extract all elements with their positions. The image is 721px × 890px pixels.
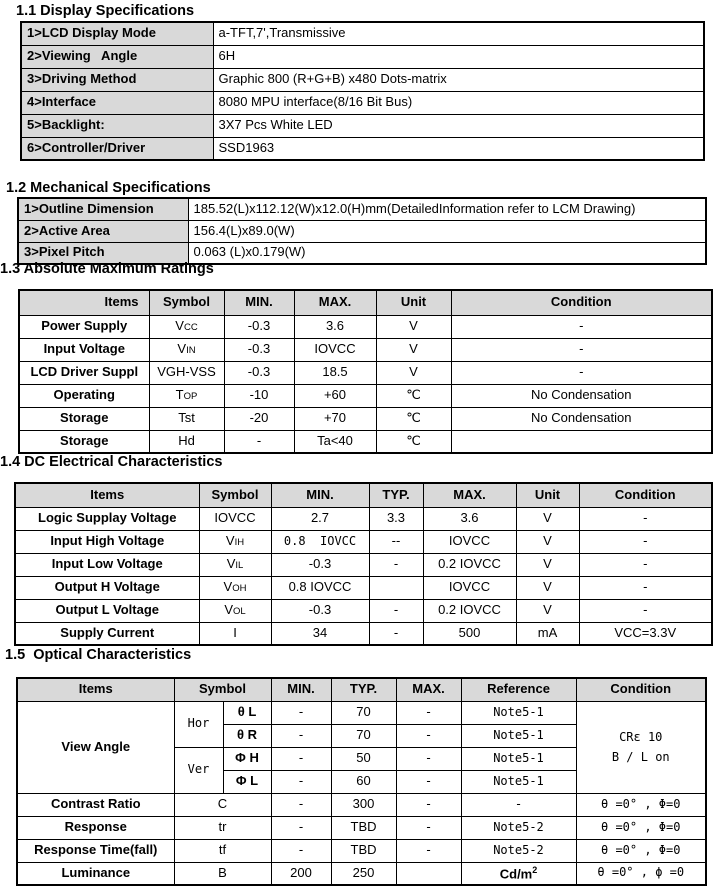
table-header-row bbox=[19, 290, 712, 315]
spec-label: 3>Pixel Pitch bbox=[18, 242, 188, 264]
symbol-base: T bbox=[175, 387, 184, 403]
symbol-subscript: IN bbox=[186, 345, 196, 357]
typ-cell: - bbox=[369, 622, 423, 645]
symbol-cell: tf bbox=[174, 839, 271, 862]
symbol-cell bbox=[149, 430, 224, 453]
condition-cell: θ =0° , Φ=0 bbox=[576, 793, 706, 816]
spec-label: 2>Active Area bbox=[18, 220, 188, 242]
table-row bbox=[21, 114, 704, 137]
symbol-cell: Φ L bbox=[223, 770, 271, 793]
item-cell: Output H Voltage bbox=[15, 576, 199, 599]
max-cell: 0.2 IOVCC bbox=[423, 553, 516, 576]
symbol-base: V bbox=[225, 533, 235, 549]
symbol-cell bbox=[199, 507, 271, 530]
max-cell: IOVCC bbox=[294, 338, 376, 361]
symbol-base: VGH-VSS bbox=[157, 364, 216, 380]
condition-cell: - bbox=[579, 507, 712, 530]
typ-cell: 50 bbox=[331, 747, 396, 770]
item-cell: Power Supply bbox=[19, 315, 149, 338]
symbol-subscript: IH bbox=[234, 537, 245, 549]
section-title-display-specifications: 1.1 Display Specifications bbox=[16, 3, 195, 19]
min-cell: - bbox=[271, 793, 331, 816]
symbol-cell: B bbox=[174, 862, 271, 885]
table-row bbox=[18, 198, 706, 220]
symbol-subscript: OP bbox=[183, 391, 198, 403]
table-row bbox=[15, 622, 712, 645]
symbol-cell bbox=[149, 407, 224, 430]
reference-cell: Note5-1 bbox=[461, 770, 576, 793]
col-header-items: Items bbox=[17, 678, 174, 701]
symbol-cell bbox=[199, 622, 271, 645]
condition-cell-view-angle bbox=[576, 701, 706, 793]
direction-cell-ver: Ver bbox=[174, 747, 223, 793]
typ-cell: TBD bbox=[331, 839, 396, 862]
item-cell: Storage bbox=[19, 430, 149, 453]
table-row bbox=[21, 45, 704, 68]
symbol-cell bbox=[149, 315, 224, 338]
mechanical-specifications-table bbox=[17, 197, 707, 265]
min-cell: -0.3 bbox=[224, 315, 294, 338]
table-row bbox=[21, 137, 704, 160]
table-row bbox=[18, 220, 706, 242]
max-cell: +70 bbox=[294, 407, 376, 430]
table-row bbox=[15, 507, 712, 530]
min-cell: - bbox=[271, 839, 331, 862]
symbol-cell bbox=[149, 384, 224, 407]
unit-cell: ℃ bbox=[376, 384, 451, 407]
table-row bbox=[15, 553, 712, 576]
max-cell: IOVCC bbox=[423, 530, 516, 553]
condition-cell: - bbox=[451, 338, 712, 361]
symbol-base: V bbox=[175, 318, 184, 334]
col-header-min: MIN. bbox=[224, 290, 294, 315]
reference-cell: Note5-1 bbox=[461, 747, 576, 770]
spec-value: 6H bbox=[213, 45, 704, 68]
unit-cell: V bbox=[376, 361, 451, 384]
typ-cell: TBD bbox=[331, 816, 396, 839]
item-cell: Response bbox=[17, 816, 174, 839]
typ-cell: -- bbox=[369, 530, 423, 553]
min-cell: - bbox=[271, 816, 331, 839]
max-cell: - bbox=[396, 701, 461, 724]
max-cell: 18.5 bbox=[294, 361, 376, 384]
item-cell: Contrast Ratio bbox=[17, 793, 174, 816]
min-cell: - bbox=[271, 724, 331, 747]
max-cell: 0.2 IOVCC bbox=[423, 599, 516, 622]
item-cell: Output L Voltage bbox=[15, 599, 199, 622]
spec-label: 1>Outline Dimension bbox=[18, 198, 188, 220]
condition-cell: - bbox=[451, 361, 712, 384]
item-cell-view-angle: View Angle bbox=[17, 701, 174, 793]
table-row bbox=[17, 701, 706, 724]
spec-value: 0.063 (L)x0.179(W) bbox=[188, 242, 706, 264]
max-cell: - bbox=[396, 793, 461, 816]
symbol-subscript: IL bbox=[235, 560, 244, 572]
spec-label: 4>Interface bbox=[21, 91, 213, 114]
optical-characteristics-table bbox=[16, 677, 707, 886]
item-cell: Input Low Voltage bbox=[15, 553, 199, 576]
min-cell: - bbox=[224, 430, 294, 453]
col-header-reference: Reference bbox=[461, 678, 576, 701]
spec-value: 3X7 Pcs White LED bbox=[213, 114, 704, 137]
max-cell: IOVCC bbox=[423, 576, 516, 599]
condition-cell: θ =0° , Φ=0 bbox=[576, 839, 706, 862]
min-cell: 2.7 bbox=[271, 507, 369, 530]
max-cell: +60 bbox=[294, 384, 376, 407]
col-header-min: MIN. bbox=[271, 483, 369, 507]
symbol-cell: θ R bbox=[223, 724, 271, 747]
typ-cell: 250 bbox=[331, 862, 396, 885]
max-cell: 500 bbox=[423, 622, 516, 645]
col-header-symbol: Symbol bbox=[174, 678, 271, 701]
typ-cell: 70 bbox=[331, 701, 396, 724]
symbol-base: V bbox=[224, 602, 233, 618]
unit-cell: ℃ bbox=[376, 407, 451, 430]
dc-electrical-characteristics-table bbox=[14, 482, 713, 646]
reference-unit-base: Cd/m bbox=[499, 865, 533, 881]
symbol-cell bbox=[199, 553, 271, 576]
typ-cell: 70 bbox=[331, 724, 396, 747]
condition-cell: No Condensation bbox=[451, 384, 712, 407]
section-title-mechanical-specifications: 1.2 Mechanical Specifications bbox=[6, 180, 211, 196]
direction-cell-hor: Hor bbox=[174, 701, 223, 747]
max-cell: - bbox=[396, 724, 461, 747]
unit-cell: V bbox=[376, 338, 451, 361]
typ-cell: - bbox=[369, 553, 423, 576]
typ-cell: 300 bbox=[331, 793, 396, 816]
col-header-symbol: Symbol bbox=[149, 290, 224, 315]
symbol-subscript: CC bbox=[183, 322, 198, 334]
table-row bbox=[19, 407, 712, 430]
symbol-cell bbox=[149, 361, 224, 384]
table-row bbox=[21, 68, 704, 91]
reference-cell: Note5-1 bbox=[461, 724, 576, 747]
condition-cell: - bbox=[451, 315, 712, 338]
col-header-unit: Unit bbox=[516, 483, 579, 507]
min-cell: - bbox=[271, 747, 331, 770]
typ-cell bbox=[369, 576, 423, 599]
reference-cell: Note5-1 bbox=[461, 701, 576, 724]
condition-line-1: CRε 10 bbox=[619, 730, 663, 744]
section-title-optical-characteristics: 1.5 Optical Characteristics bbox=[5, 647, 192, 663]
reference-cell-luminance bbox=[461, 862, 576, 885]
condition-cell: VCC=3.3V bbox=[579, 622, 712, 645]
spec-label: 2>Viewing Angle bbox=[21, 45, 213, 68]
min-cell: -0.3 bbox=[224, 361, 294, 384]
condition-cell: - bbox=[579, 599, 712, 622]
min-cell: 0.8 IOVCC bbox=[271, 530, 369, 553]
condition-cell: θ =0° , ϕ =0 bbox=[576, 862, 706, 885]
col-header-typ: TYP. bbox=[331, 678, 396, 701]
symbol-base: V bbox=[177, 341, 187, 357]
min-cell: 34 bbox=[271, 622, 369, 645]
col-header-condition: Condition bbox=[451, 290, 712, 315]
min-cell: -10 bbox=[224, 384, 294, 407]
reference-cell: Note5-2 bbox=[461, 816, 576, 839]
max-cell: - bbox=[396, 839, 461, 862]
min-cell: -0.3 bbox=[271, 553, 369, 576]
table-row bbox=[15, 599, 712, 622]
table-row bbox=[17, 839, 706, 862]
table-header-row bbox=[15, 483, 712, 507]
spec-label: 3>Driving Method bbox=[21, 68, 213, 91]
table-header-row bbox=[17, 678, 706, 701]
min-cell: - bbox=[271, 701, 331, 724]
symbol-cell: Φ H bbox=[223, 747, 271, 770]
min-cell: 0.8 IOVCC bbox=[271, 576, 369, 599]
max-cell bbox=[396, 862, 461, 885]
item-cell: Luminance bbox=[17, 862, 174, 885]
unit-cell: mA bbox=[516, 622, 579, 645]
condition-cell: - bbox=[579, 530, 712, 553]
item-cell: Operating bbox=[19, 384, 149, 407]
reference-cell: - bbox=[461, 793, 576, 816]
symbol-base: IOVCC bbox=[214, 510, 256, 526]
col-header-condition: Condition bbox=[579, 483, 712, 507]
symbol-cell bbox=[199, 530, 271, 553]
item-cell: Logic Supplay Voltage bbox=[15, 507, 199, 530]
table-row bbox=[17, 816, 706, 839]
symbol-base: Hd bbox=[178, 432, 195, 448]
unit-cell: V bbox=[516, 530, 579, 553]
spec-label: 6>Controller/Driver bbox=[21, 137, 213, 160]
symbol-cell bbox=[149, 338, 224, 361]
item-cell: LCD Driver Suppl bbox=[19, 361, 149, 384]
unit-cell: V bbox=[516, 599, 579, 622]
table-row bbox=[19, 430, 712, 453]
spec-value: Graphic 800 (R+G+B) x480 Dots-matrix bbox=[213, 68, 704, 91]
item-cell: Response Time(fall) bbox=[17, 839, 174, 862]
col-header-max: MAX. bbox=[423, 483, 516, 507]
spec-value: 185.52(L)x112.12(W)x12.0(H)mm(DetailedInformation refer to LCM Drawing) bbox=[188, 198, 706, 220]
min-cell: -0.3 bbox=[224, 338, 294, 361]
table-row bbox=[19, 361, 712, 384]
condition-line-2: B / L on bbox=[611, 750, 670, 764]
unit-cell: V bbox=[516, 576, 579, 599]
display-specifications-table bbox=[20, 21, 705, 161]
condition-cell: No Condensation bbox=[451, 407, 712, 430]
max-cell: 3.6 bbox=[423, 507, 516, 530]
col-header-max: MAX. bbox=[396, 678, 461, 701]
symbol-base: I bbox=[233, 624, 237, 640]
spec-value: 8080 MPU interface(8/16 Bit Bus) bbox=[213, 91, 704, 114]
max-cell: - bbox=[396, 816, 461, 839]
col-header-max: MAX. bbox=[294, 290, 376, 315]
reference-unit-superscript: 2 bbox=[532, 864, 538, 875]
min-cell: 200 bbox=[271, 862, 331, 885]
min-cell: -20 bbox=[224, 407, 294, 430]
col-header-symbol: Symbol bbox=[199, 483, 271, 507]
item-cell: Supply Current bbox=[15, 622, 199, 645]
col-header-condition: Condition bbox=[576, 678, 706, 701]
item-cell: Input High Voltage bbox=[15, 530, 199, 553]
max-cell: - bbox=[396, 770, 461, 793]
absolute-maximum-ratings-table bbox=[18, 289, 713, 454]
symbol-cell bbox=[199, 576, 271, 599]
section-title-absolute-maximum-ratings: 1.3 Absolute Maximum Ratings bbox=[0, 261, 214, 277]
condition-cell bbox=[451, 430, 712, 453]
symbol-cell: tr bbox=[174, 816, 271, 839]
symbol-cell bbox=[199, 599, 271, 622]
symbol-base: V bbox=[223, 579, 233, 595]
table-row bbox=[19, 315, 712, 338]
condition-cell: θ =0° , Φ=0 bbox=[576, 816, 706, 839]
typ-cell: 3.3 bbox=[369, 507, 423, 530]
max-cell: Ta<40 bbox=[294, 430, 376, 453]
symbol-cell: C bbox=[174, 793, 271, 816]
table-row bbox=[17, 793, 706, 816]
symbol-subscript: OL bbox=[232, 606, 246, 618]
symbol-base: Tst bbox=[178, 410, 195, 426]
spec-value: 156.4(L)x89.0(W) bbox=[188, 220, 706, 242]
col-header-typ: TYP. bbox=[369, 483, 423, 507]
table-row bbox=[17, 862, 706, 885]
min-cell: -0.3 bbox=[271, 599, 369, 622]
symbol-subscript: OH bbox=[232, 583, 247, 595]
max-cell: - bbox=[396, 747, 461, 770]
unit-cell: ℃ bbox=[376, 430, 451, 453]
unit-cell: V bbox=[516, 507, 579, 530]
spec-label: 1>LCD Display Mode bbox=[21, 22, 213, 45]
typ-cell: 60 bbox=[331, 770, 396, 793]
table-row bbox=[21, 91, 704, 114]
table-row bbox=[21, 22, 704, 45]
item-cell: Storage bbox=[19, 407, 149, 430]
section-title-dc-electrical-characteristics: 1.4 DC Electrical Characteristics bbox=[0, 454, 223, 470]
col-header-items: Items bbox=[15, 483, 199, 507]
spec-value: SSD1963 bbox=[213, 137, 704, 160]
condition-cell: - bbox=[579, 553, 712, 576]
col-header-unit: Unit bbox=[376, 290, 451, 315]
min-cell: - bbox=[271, 770, 331, 793]
table-row bbox=[19, 338, 712, 361]
col-header-items: Items bbox=[19, 290, 149, 315]
symbol-cell: θ L bbox=[223, 701, 271, 724]
reference-cell: Note5-2 bbox=[461, 839, 576, 862]
spec-value: a-TFT,7',Transmissive bbox=[213, 22, 704, 45]
unit-cell: V bbox=[516, 553, 579, 576]
table-row bbox=[15, 576, 712, 599]
table-row bbox=[15, 530, 712, 553]
condition-cell: - bbox=[579, 576, 712, 599]
col-header-min: MIN. bbox=[271, 678, 331, 701]
unit-cell: V bbox=[376, 315, 451, 338]
spec-label: 5>Backlight: bbox=[21, 114, 213, 137]
max-cell: 3.6 bbox=[294, 315, 376, 338]
table-row bbox=[19, 384, 712, 407]
symbol-base: V bbox=[226, 556, 236, 572]
item-cell: Input Voltage bbox=[19, 338, 149, 361]
typ-cell: - bbox=[369, 599, 423, 622]
